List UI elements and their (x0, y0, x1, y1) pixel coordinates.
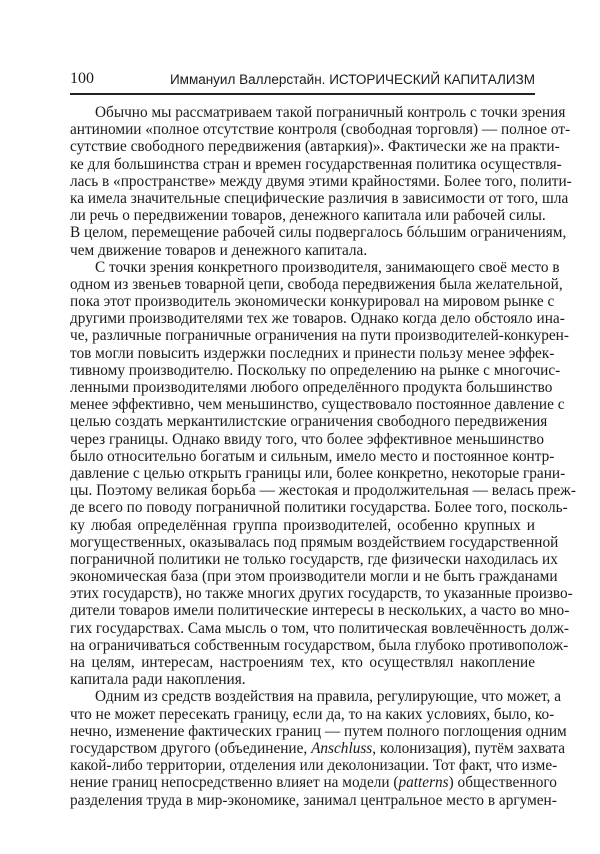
text-line: сутствие свободного передвижения (автаркия)». Фактически же на практи- (70, 138, 560, 156)
text-line: де всего по поводу пограничной политики государства. Более того, посколь- (70, 499, 568, 517)
paragraph (70, 688, 567, 809)
text-line: целью создать меркантилистские ограничения свободного передвижения (70, 413, 548, 431)
text-line: тивному производителю. Поскольку по определению на рынке с многочис- (70, 361, 561, 379)
text-line: могущественных, оказывалась под прямым воздействием государственной (70, 533, 559, 551)
book-title: ИСТОРИЧЕСКИЙ КАПИТАЛИЗМ (329, 72, 535, 87)
text-line: одном из звеньев товарной цепи, свобода передвижения была желательной, (70, 275, 563, 293)
text-line: В целом, перемещение рабочей силы подвергалось бóльшим ограничениям, (70, 224, 567, 242)
running-title (170, 72, 535, 87)
text-line: Одним из средств воздействия на правила, регулирующие, что может, а (95, 688, 561, 706)
header-rule (70, 93, 535, 95)
text-line: Обычно мы рассматриваем такой пограничный контроль с точки зрения (95, 104, 566, 121)
text-line: ке для большинства стран и времен государственная политика осуществля- (70, 155, 562, 173)
text-line (70, 774, 557, 792)
text-line: цы. Поэтому великая борьба — жестокая и продолжительная — велась преж- (70, 482, 576, 500)
text-line (70, 739, 566, 757)
text-line: разделения труда в мир-экономике, занимал центральное место в аргумен- (70, 791, 557, 809)
text-line: дители товаров имели политические интересы в нескольких, а часто во мно- (70, 602, 570, 620)
text-line: пока этот производитель экономически конкурировал на мировом рынке с (70, 293, 555, 311)
text-line: че, различные пограничные ограничения на пути производителей-конкурен- (70, 327, 569, 345)
text-line: через границы. Однако ввиду того, что более эффективное меньшинство (70, 430, 545, 448)
text-line: тов могли повысить издержки последних и принести пользу менее эффек- (70, 344, 555, 362)
page-number: 100 (70, 70, 94, 87)
text-segment: нение границ непосредственно влияет на модели ( (70, 774, 399, 792)
italic-term: Anschluss (311, 739, 373, 757)
running-header (70, 70, 535, 92)
italic-term: patterns (398, 774, 449, 792)
text-line: менее эффективно, чем меньшинство, существовало постоянное давление с (70, 396, 565, 414)
text-line: пограничной политики не только государств, где физически находилась их (70, 550, 558, 568)
text-line: гих государствах. Сама мысль о том, что политическая вовлечённость долж- (70, 619, 569, 637)
text-line: С точки зрения конкретного производителя, занимающего своё место в (95, 258, 560, 276)
text-line: давление с целью открыть границы или, более конкретно, некоторые грани- (70, 464, 566, 482)
paragraph (70, 258, 576, 689)
body-text (70, 104, 576, 809)
author-name: Иммануил Валлерстайн. (169, 72, 326, 87)
paragraph (70, 104, 572, 259)
text-line: нечно, изменение фактических границ — путем полного поглощения одним (70, 722, 567, 740)
text-line: какой-либо территории, отделения или деколонизации. Тот факт, что изме- (70, 757, 558, 775)
text-line: лась в «пространстве» между двумя этими крайностями. Более того, полити- (70, 172, 572, 190)
text-line: что не может пересекать границу, если да, то на каких условиях, было, ко- (70, 705, 555, 723)
text-line: этих государств), но также многих других государств, то указанные произво- (70, 585, 573, 603)
text-line: антиномии «полное отсутствие контроля (свободная торговля) — полное от- (70, 121, 571, 139)
text-line: было относительно богатым и сильным, имело место и постоянное контр- (70, 447, 555, 465)
text-line: чем движение товаров и денежного капитала. (70, 241, 368, 259)
text-line: на ограничиваться собственным государством, была глубоко противополож- (70, 636, 569, 654)
text-segment: ) общественного (448, 774, 557, 792)
text-line: капитала ради накопления. (70, 671, 246, 689)
text-line: ленными производителями любого определённого продукта большинство (70, 379, 553, 396)
text-line: ку любая определённая группа производителей, особенно крупных и (70, 516, 535, 534)
text-line: на целям, интересам, настроениям тех, кто осуществлял накопление (70, 654, 535, 671)
text-line: другими производителями тех же товаров. Однако когда дело обстояло ина- (70, 310, 565, 328)
text-segment: , колонизация), путём захвата (372, 739, 566, 757)
text-line: экономическая база (при этом производители могли и не быть гражданами (70, 568, 558, 586)
text-line: ли речь о передвижении товаров, денежного капитала или рабочей силы. (70, 207, 546, 225)
text-segment: государством другого (объединение, (70, 739, 312, 757)
text-line: ка имела значительные специфические различия в зависимости от того, шла (70, 189, 569, 207)
